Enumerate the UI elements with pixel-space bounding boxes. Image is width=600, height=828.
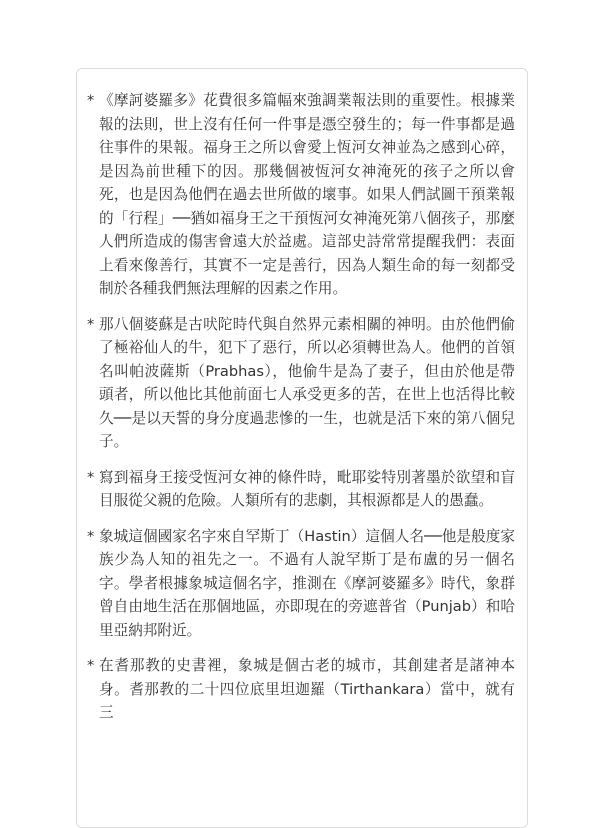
notes-list [77,69,527,725]
note-text: 在耆那教的史書裡，象城是個古老的城市，其創建者是諸神本身。耆那教的二十四位底里坦迦羅（Tirthankara）當中，就有三 [99,657,515,721]
note-text: 那八個婆蘇是古吠陀時代與自然界元素相關的神明。由於他們偷了極裕仙人的牛，犯下了惡行，所以必須轉世為人。他們的首領名叫帕波薩斯（Prabhas），他偷牛是為了妻子，但由於他是帶頭者，所以他比其他前面七人承受更多的苦，在世上也活得比較久──是以天誓的身分度過悲慘的一生，也就是活下來的第八個兒子。 [99,315,515,450]
note-desire [87,466,515,513]
note-hastinapura-name [87,525,515,643]
note-karma [87,89,515,301]
note-text: 象城這個國家名字來自罕斯丁（Hastin）這個人名──他是般度家族少為人知的祖先之一。不過有人說罕斯丁是布盧的另一個名字。學者根據象城這個名字，推測在《摩訶婆羅多》時代，象群曾自由地生活在那個地區，亦即現在的旁遮普省（Punjab）和哈里亞納邦附近。 [99,527,515,639]
note-jain-history [87,654,515,725]
note-text: 《摩訶婆羅多》花費很多篇幅來強調業報法則的重要性。根據業報的法則，世上沒有任何一件事是憑空發生的；每一件事都是過往事件的果報。福身王之所以會愛上恆河女神並為之感到心碎，是因為前世種下的因。那幾個被恆河女神淹死的孩子之所以會死，也是因為他們在過去世所做的壞事。如果人們試圖干預業報的「行程」──猶如福身王之干預恆河女神淹死第八個孩子，那麼人們所造成的傷害會遠大於益處。這部史詩常常提醒我們：表面上看來像善行，其實不一定是善行，因為人類生命的每一刻都受制於各種我們無法理解的因素之作用。 [99,92,515,297]
note-text: 寫到福身王接受恆河女神的條件時，毗耶娑特別著墨於欲望和盲目服從父親的危險。人類所有的悲劇，其根源都是人的愚蠢。 [99,468,515,509]
bullet-marker: * [87,468,95,486]
note-vasus [87,313,515,454]
document-page [76,68,528,828]
bullet-marker: * [87,527,95,545]
bullet-marker: * [87,657,95,674]
bullet-marker: * [87,315,95,333]
bullet-marker: * [87,92,95,109]
